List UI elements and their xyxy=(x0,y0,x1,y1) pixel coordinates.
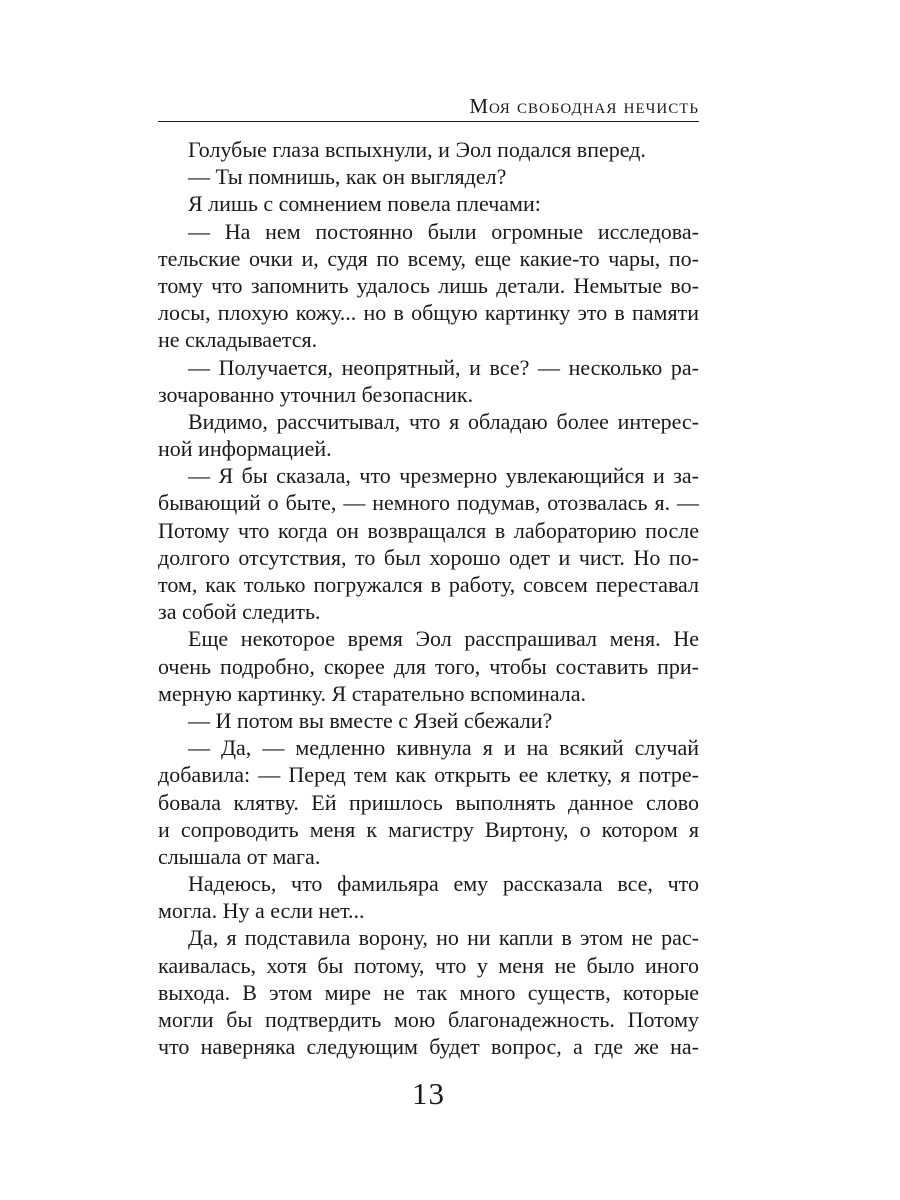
text-line: мерную картинку. Я старательно вспоминала. xyxy=(158,680,587,706)
text-line: — Я бы сказала, что чрезмерно увлекающийся и за- xyxy=(188,463,699,489)
text-line: выхода. В этом мире не так много существ, которые xyxy=(158,979,699,1005)
text-line: Голубые глаза вспыхнули, и Эол подался вперед. xyxy=(188,137,646,162)
text-line: могла. Ну а если нет... xyxy=(158,898,365,924)
text-line: не складывается. xyxy=(158,327,318,353)
text-line: за собой следить. xyxy=(158,599,321,625)
text-line: Надеюсь, что фамильяра ему рассказала все, что xyxy=(188,871,699,897)
text-line: Потому что когда он возвращался в лабораторию после xyxy=(158,517,699,543)
text-line: долгого отсутствия, то был хорошо одет и чист. Но по- xyxy=(158,544,699,570)
text-line: — Получается, неопрятный, и все? — несколько ра- xyxy=(188,354,699,380)
text-line: каивалась, хотя бы потому, что у меня не было иного xyxy=(158,952,699,978)
text-line: бывающий о быте, — немного подумав, отозвалась я. — xyxy=(158,490,699,516)
text-line: и сопроводить меня к магистру Виртону, о котором я xyxy=(158,816,699,842)
text-line: Я лишь с сомнением повела плечами: xyxy=(188,191,541,217)
text-line: — На нем постоянно были огромные исследова- xyxy=(188,218,699,244)
text-line: — Да, — медленно кивнула я и на всякий случай xyxy=(188,735,699,761)
text-line: тому что запомнить удалось лишь детали. Немытые во- xyxy=(158,272,699,298)
text-line: ной информацией. xyxy=(158,436,332,462)
text-line: зочарованно уточнил безопасник. xyxy=(158,381,474,407)
text-line: Еще некоторое время Эол расспрашивал меня. Не xyxy=(188,626,699,652)
running-title: Моя свободная нечисть xyxy=(469,94,699,118)
text-line: том, как только погружался в работу, совсем переставал xyxy=(158,572,699,597)
text-line: могли бы подтвердить мою благонадежность. Потому xyxy=(158,1007,699,1032)
text-line: бовала клятву. Ей пришлось выполнять данное слово xyxy=(158,789,699,815)
text-line: — И потом вы вместе с Язей сбежали? xyxy=(188,707,553,733)
page-number: 13 xyxy=(412,1076,445,1111)
text-line: — Ты помнишь, как он выглядел? xyxy=(188,164,507,190)
text-line: тельские очки и, судя по всему, еще какие-то чары, по- xyxy=(158,245,699,271)
text-line: что наверняка следующим будет вопрос, а где же на- xyxy=(158,1034,699,1060)
header-rule xyxy=(158,121,699,122)
text-line: лосы, плохую кожу... но в общую картинку это в памяти xyxy=(158,300,699,326)
body-text xyxy=(158,136,699,1060)
text-line: очень подробно, скорее для того, чтобы составить при- xyxy=(158,653,699,679)
text-line: Видимо, рассчитывал, что я обладаю более интерес- xyxy=(188,408,699,434)
text-line: слышала от мага. xyxy=(158,843,321,869)
text-line: Да, я подставила ворону, но ни капли в этом не рас- xyxy=(188,925,699,951)
text-line: добавила: — Перед тем как открыть ее клетку, я потре- xyxy=(158,762,699,788)
